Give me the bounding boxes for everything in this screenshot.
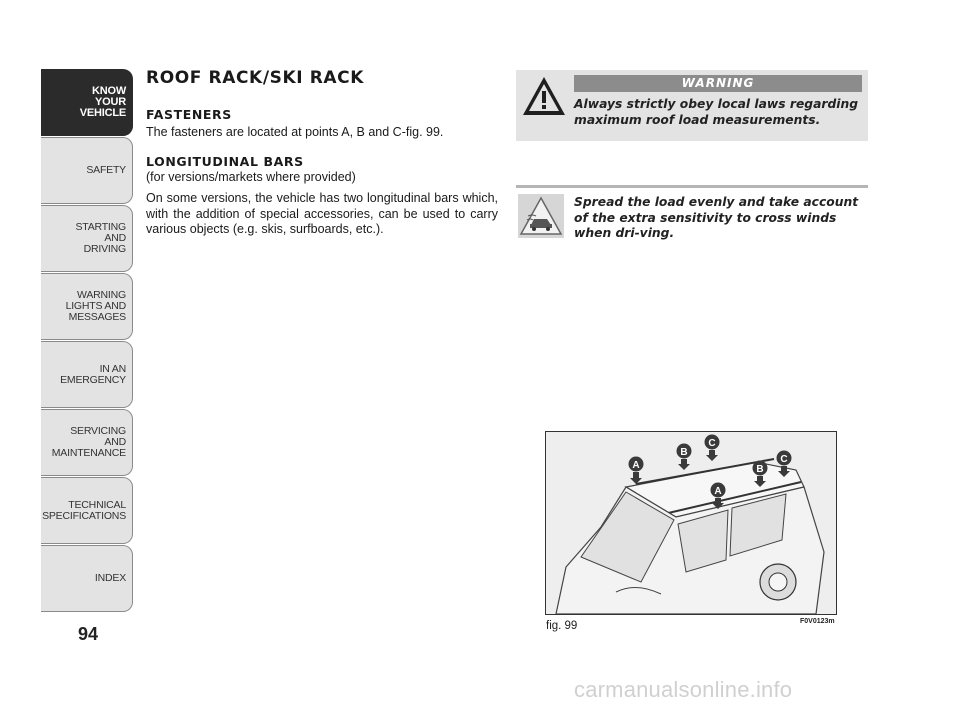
page-number: 94 xyxy=(77,624,99,644)
warning-box xyxy=(516,70,868,141)
figure-code: F0V0123m xyxy=(800,618,835,625)
warning-triangle-icon xyxy=(521,74,567,118)
marker-label: A xyxy=(714,486,722,497)
tab-know-your-vehicle[interactable] xyxy=(41,69,133,136)
tab-starting-and-driving[interactable] xyxy=(41,205,133,272)
tab-label: SERVICING AND MAINTENANCE xyxy=(51,425,126,459)
note-divider xyxy=(516,185,868,188)
note-text: Spread the load evenly and take account of the extra sensitivity to cross winds when dri-ving. xyxy=(574,195,859,240)
tab-label: KNOW YOUR VEHICLE xyxy=(79,85,126,119)
fasteners-heading: FASTENERS xyxy=(146,107,232,122)
bars-note: (for versions/markets where provided) xyxy=(146,169,356,184)
figure-caption: fig. 99 xyxy=(546,620,578,632)
tab-technical-specifications[interactable] xyxy=(41,477,133,544)
marker-label: B xyxy=(756,464,764,475)
tab-index[interactable] xyxy=(41,545,133,612)
fasteners-text: The fasteners are located at points A, B and C-fig. 99. xyxy=(146,125,444,139)
marker-a-left xyxy=(629,457,644,485)
marker-label: C xyxy=(780,454,788,465)
watermark: carmanualsonline.info xyxy=(574,677,793,702)
marker-c-left xyxy=(705,435,720,462)
tab-label: SAFETY xyxy=(86,164,126,176)
marker-label: A xyxy=(632,460,640,471)
tab-warning-lights[interactable] xyxy=(41,273,133,340)
warning-text: Always strictly obey local laws regarding maximum roof load measurements. xyxy=(574,97,859,127)
marker-label: B xyxy=(680,447,688,458)
main-content xyxy=(146,68,498,251)
page-title: ROOF RACK/SKI RACK xyxy=(146,68,364,88)
tab-servicing[interactable] xyxy=(41,409,133,476)
marker-label: C xyxy=(708,438,716,449)
tab-label: STARTING AND DRIVING xyxy=(75,221,126,255)
car-wind-icon xyxy=(518,194,564,238)
bars-heading: LONGITUDINAL BARS xyxy=(146,153,304,169)
tab-label: WARNING LIGHTS AND MESSAGES xyxy=(65,289,126,323)
warning-header: WARNING xyxy=(574,75,862,92)
figure-99-illustration xyxy=(545,431,837,615)
bars-text: On some versions, the vehicle has two longitudinal bars which, with the addition of special accessories, can be used to carry various objects (e.g. skis, surfboards, etc.). xyxy=(146,191,498,236)
tab-label: IN AN EMERGENCY xyxy=(60,362,126,386)
marker-b-left xyxy=(677,444,692,471)
chapter-tabs xyxy=(41,69,133,613)
tab-in-an-emergency[interactable] xyxy=(41,341,133,408)
tab-label: TECHNICAL SPECIFICATIONS xyxy=(42,498,126,522)
tab-label: INDEX xyxy=(94,572,126,584)
tab-safety[interactable] xyxy=(41,137,133,204)
